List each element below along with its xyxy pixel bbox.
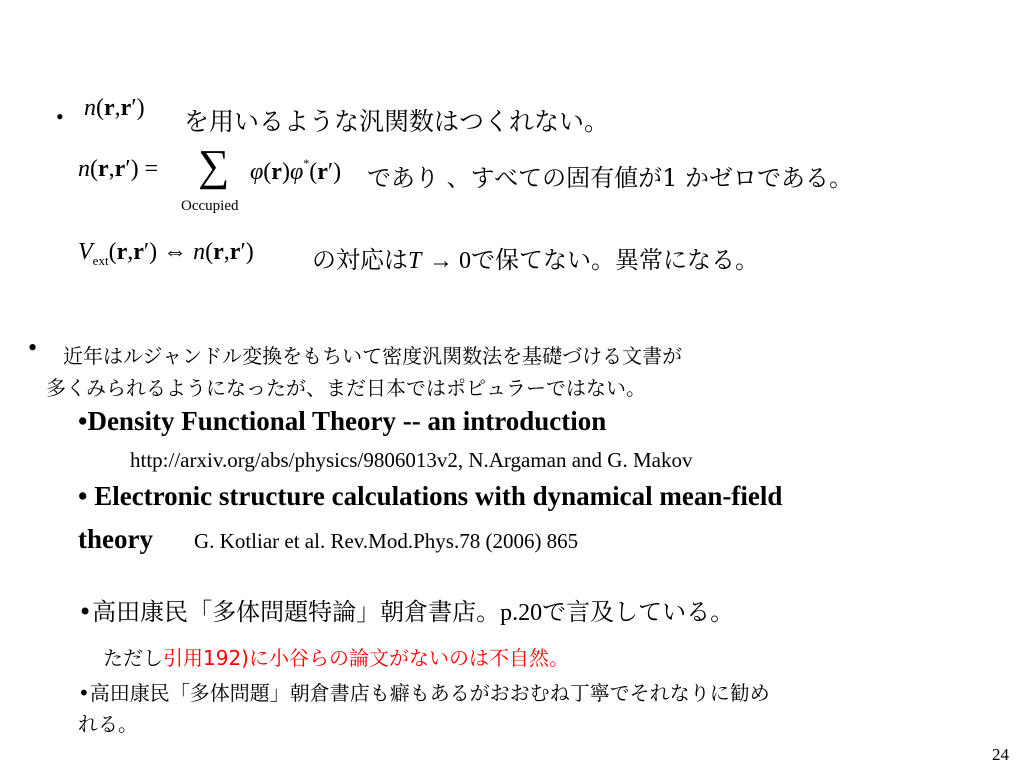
note-citation — [103, 642, 569, 671]
bullet-2: • — [28, 333, 38, 362]
book-takada-tokuron: •高田康民「多体問題特論」朝倉書店。p.20で言及している。 — [78, 598, 735, 626]
sum-under-label: Occupied — [181, 198, 239, 214]
note-prefix: ただし — [103, 646, 163, 670]
bullet-1: • — [56, 104, 64, 129]
statement-no-functional: を用いるような汎関数はつくれない。 — [184, 107, 610, 136]
statement-eigenvalues: であり 、すべての固有値が1 かゼロである。 — [367, 164, 854, 192]
note-red-text: 引用192)に小谷らの論文がないのは不自然。 — [163, 646, 569, 670]
sum-symbol: ∑ — [198, 141, 230, 190]
book-takada-tatai-line-2: れる。 — [78, 712, 138, 736]
intro-line-1: 近年はルジャンドル変換をもちいて密度汎関数法を基礎づける文書が — [63, 344, 683, 368]
book-takada-tatai-line-1: •高田康民「多体問題」朝倉書店も癖もあるがおおむね丁寧でそれなりに勧め — [78, 681, 770, 705]
statement-correspondence: の対応はT → 0で保てない。異常になる。 — [312, 246, 759, 274]
ref1-detail: http://arxiv.org/abs/physics/9806013v2, N.Argaman and G. Makov — [130, 448, 693, 472]
intro-line-2: 多くみられるようになったが、まだ日本ではポピュラーではない。 — [46, 376, 646, 400]
ref2-title-line-1: • Electronic structure calculations with dynamical mean-field — [78, 481, 783, 511]
formula-density-matrix: n(r,r′) = — [78, 156, 159, 182]
formula-n-r-rprime: n(r,r′) — [84, 95, 145, 121]
formula-vext-correspondence: $V_{ext}(r,r')$ ⇔ n(r,r′) — [78, 239, 254, 268]
formula-phi: φ(r)φ*(r′) — [250, 156, 342, 185]
ref1-title: •Density Functional Theory -- an introduction — [78, 406, 607, 436]
ref2-detail: G. Kotliar et al. Rev.Mod.Phys.78 (2006) 865 — [194, 529, 579, 553]
ref2-title-line-2: theory — [78, 524, 153, 554]
page-number: 24 — [992, 745, 1009, 764]
